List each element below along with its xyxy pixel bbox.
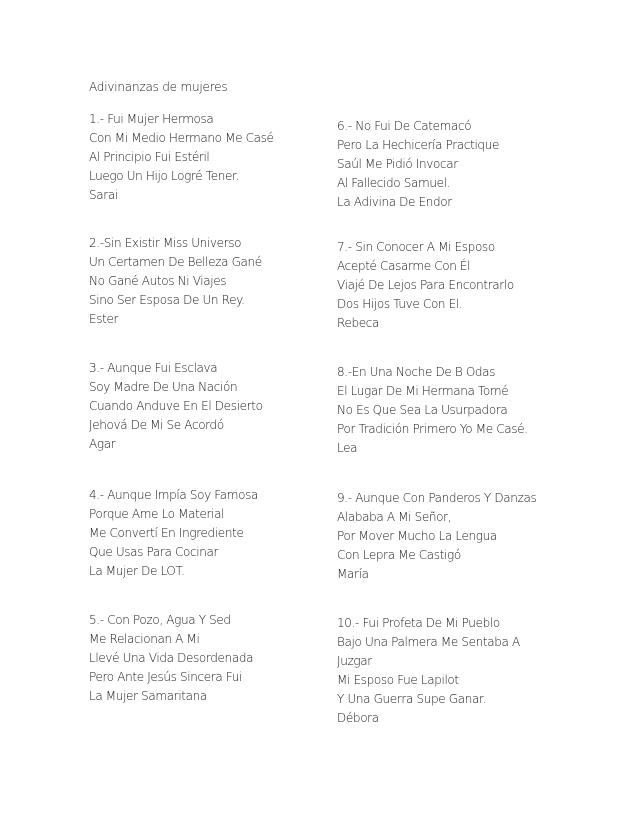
riddle-line: 4.- Aunque Impía Soy Famosa [89,488,258,502]
riddle-line: Acepté Casarme Con Él [337,259,471,273]
riddle-line: Alababa A Mi Señor, [337,510,452,524]
riddle-line: El Lugar De Mi Hermana Tomé [337,384,509,398]
riddle-9 [337,489,587,584]
riddle-line: Saúl Me Pidió Invocar [337,157,458,171]
riddle-line: Jehová De Mi Se Acordó [89,418,224,432]
riddle-answer: La Mujer Samaritana [89,689,207,703]
riddle-line: 1.- Fui Mujer Hermosa [89,112,214,126]
riddle-line: Dos Hijos Tuve Con El. [337,297,463,311]
riddle-line: 7.- Sin Conocer A Mi Esposo [337,240,495,254]
riddle-answer: La Adivina De Endor [337,195,452,209]
riddle-line: Llevé Una Vida Desordenada [89,651,254,665]
riddle-line: 6.- No Fui De Catemacó [337,119,472,133]
riddle-answer: Sarai [89,188,118,202]
riddle-line: Me Convertí En Ingrediente [89,526,244,540]
riddle-line: No Es Que Sea La Usurpadora [337,403,508,417]
riddle-line: Juzgar [337,654,372,668]
riddle-line: 10.- Fui Profeta De Mi Pueblo [337,616,500,630]
riddle-2 [89,234,339,329]
riddle-answer: Lea [337,441,358,455]
riddle-answer: Rebeca [337,316,380,330]
riddle-line: Que Usas Para Cocinar [89,545,219,559]
riddle-line: Sino Ser Esposa De Un Rey. [89,293,245,307]
riddle-line: Con Mi Medio Hermano Me Casé [89,131,274,145]
riddle-line: 5.- Con Pozo, Agua Y Sed [89,613,231,627]
riddle-answer: Débora [337,711,379,725]
riddle-line: Un Certamen De Belleza Gané [89,255,262,269]
riddle-6 [337,117,587,212]
riddle-answer: La Mujer De LOT. [89,564,185,578]
riddle-8 [337,363,587,458]
riddle-line: Me Relacionan A Mi [89,632,200,646]
riddle-line: 2.-Sin Existir Miss Universo [89,236,242,250]
riddle-line: Porque Ame Lo Material [89,507,225,521]
riddle-line: Por Tradición Primero Yo Me Casé. [337,422,528,436]
riddle-7 [337,238,587,333]
riddle-line: Mi Esposo Fue Lapilot [337,673,459,687]
riddle-line: Pero La Hechicería Practique [337,138,499,152]
riddle-10 [337,614,587,728]
riddle-line: 9.- Aunque Con Panderos Y Danzas [337,491,537,505]
riddle-answer: Ester [89,312,119,326]
riddle-line: 8.-En Una Noche De B Odas [337,365,496,379]
riddle-answer: Agar [89,437,116,451]
riddle-line: Con Lepra Me Castigó [337,548,461,562]
riddle-3 [89,359,339,454]
riddle-1 [89,110,339,205]
riddle-line: Por Mover Mucho La Lengua [337,529,497,543]
riddle-line: Bajo Una Palmera Me Sentaba A [337,635,520,649]
riddle-5 [89,611,339,706]
riddle-line: Y Una Guerra Supe Ganar. [337,692,486,706]
riddle-line: Luego Un Hijo Logré Tener. [89,169,239,183]
riddle-line: Viajé De Lejos Para Encontrarlo [337,278,514,292]
riddle-line: No Gané Autos Ni Viajes [89,274,227,288]
riddle-line: Pero Ante Jesús Sincera Fui [89,670,242,684]
riddle-line: Al Fallecido Samuel. [337,176,451,190]
riddle-line: Soy Madre De Una Nación [89,380,238,394]
riddle-line: 3.- Aunque Fui Esclava [89,361,218,375]
document-title: Adivinanzas de mujeres [89,80,228,94]
riddle-4 [89,486,339,581]
riddle-line: Al Principio Fui Estéril [89,150,210,164]
riddle-line: Cuando Anduve En El Desierto [89,399,263,413]
riddle-answer: María [337,567,369,581]
